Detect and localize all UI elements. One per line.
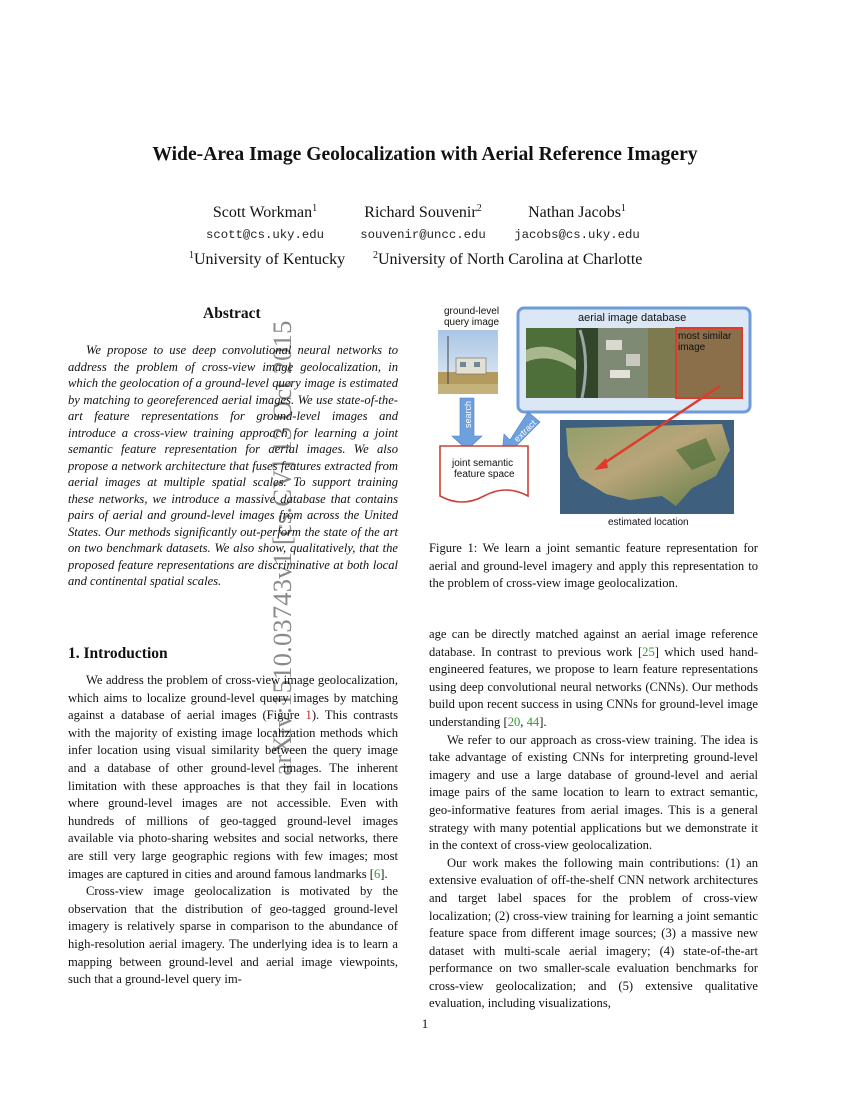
most-similar-label-1: most similar — [678, 331, 732, 342]
ground-level-label-1: ground-level — [444, 306, 500, 317]
joint-space-label-2: feature space — [454, 469, 515, 480]
author-email: souvenir@uncc.edu — [360, 228, 486, 242]
author-email: jacobs@cs.uky.edu — [514, 228, 640, 242]
joint-space-label-1: joint semantic — [452, 458, 514, 469]
intro-left-column — [68, 672, 398, 989]
affiliation-2: $^2$University of North Carolina at Charlotte — [373, 250, 643, 268]
author-name: Nathan Jacobs — [528, 204, 621, 221]
citation-link[interactable]: 25 — [642, 644, 655, 659]
citation-link[interactable]: 6 — [374, 866, 381, 881]
author-2 — [354, 204, 492, 242]
intro-paragraph-3: age can be directly matched against an aerial image reference database. In contrast to previous work [25] which used hand-engineered features, we propose to learn feature representations using deep convolutional neural networks (CNNs). Our methods build upon recent success in using CNNs for ground-level image understanding [20, 44]. — [429, 627, 758, 729]
figure-1 — [430, 300, 760, 530]
aerial-thumb-4 — [648, 328, 676, 398]
author-1 — [200, 204, 330, 242]
intro-paragraph-2: Cross-view image geolocalization is motivated by the observation that the distribution of geo-tagged ground-level imagery is relatively sparse in comparison to the abundance of high-resolution aerial imagery. The underlying idea is to learn a mapping between ground-level and aerial image viewpoints, such that a ground-level query im- — [68, 884, 398, 987]
citation-link[interactable]: 20 — [507, 714, 521, 729]
author-email: scott@cs.uky.edu — [205, 228, 325, 242]
search-label: search — [463, 400, 473, 428]
aerial-thumb-3 — [598, 328, 648, 398]
author-3 — [508, 204, 646, 242]
caption-text: We learn a joint semantic feature representation for aerial and ground-level imagery and apply this representation to the problem of cross-view image geolocalization. — [429, 541, 758, 591]
ground-level-photo — [438, 330, 498, 394]
citation-link[interactable]: 44 — [526, 714, 540, 729]
estimated-location-label: estimated location — [608, 517, 689, 528]
intro-paragraph-1: We address the problem of cross-view image geolocalization, which aims to localize ground-level query images by matching against a database of aerial images (Figure 1). This contrasts with the majority of existing image localization methods which infer location using visual similarity between the query image and a database of other ground-level images. The inherent limitation with these approaches is that they fail in locations where ground-level images are not accessible. Even with hundreds of millions of geo-tagged ground-level images available via photo-sharing websites and social networks, there are still very large geographic regions with few images; most images are captured in cities and around famous landmarks [6]. — [68, 673, 398, 881]
intro-paragraph-5: Our work makes the following main contributions: (1) an extensive evaluation of off-the-shelf CNN network architectures and target label spaces for the problem of cross-view localization; (2) cross-view training for learning a joint semantic feature space from different image sources; (3) a massive new dataset with multi-scale aerial imagery; (4) state-of-the-art performance on two smaller-scale evaluation benchmarks for cross-view geolocalization; and (5) extensive qualitative evaluation, including visualizations, — [429, 855, 758, 1011]
aerial-database-label: aerial image database — [578, 312, 687, 324]
caption-label: Figure 1: — [429, 541, 478, 555]
introduction-heading: 1. Introduction — [68, 645, 168, 662]
author-affiliation-mark: 2 — [476, 203, 482, 214]
affiliation-1: $^1$University of Kentucky — [189, 250, 346, 268]
extract-label: extract — [512, 417, 539, 445]
paper-title: Wide-Area Image Geolocalization with Aerial Reference Imagery — [152, 144, 698, 165]
intro-right-column — [429, 626, 758, 1013]
abstract-body: We propose to use deep convolutional neural networks to address the problem of cross-view image geolocalization, in which the geolocation of a ground-level query image is estimated by matching to georeferenced aerial images. We use state-of-the-art feature representations for ground-level images and introduce a cross-view training approach for learning a joint semantic feature representation for aerial images. We also propose a network architecture that fuses features extracted from aerial images at multiple spatial scales. To support training these networks, we introduce a massive database that contains pairs of aerial and ground-level images from across the United States. Our methods significantly out-perform the state of the art on two benchmark datasets. We also show, qualitatively, that the proposed feature representations are discriminative at both local and continental spatial scales. — [68, 343, 398, 588]
ground-level-label-2: query image — [444, 317, 500, 328]
most-similar-label-2: image — [678, 342, 706, 353]
figure-reference-link[interactable]: 1 — [305, 708, 312, 723]
page-number: 1 — [421, 1016, 429, 1031]
author-name: Scott Workman — [212, 204, 313, 221]
author-affiliation-mark: 1 — [312, 203, 318, 214]
author-affiliation-mark: 1 — [620, 203, 626, 214]
abstract-heading: Abstract — [203, 305, 261, 322]
figure-1-caption — [429, 540, 758, 593]
arxiv-identifier: arXiv:1510.03743v1 [cs.CV] 13 Oct 2015 — [267, 320, 297, 776]
author-name: Richard Souvenir — [364, 204, 477, 221]
intro-paragraph-4: We refer to our approach as cross-view training. The idea is take advantage of existing CNNs for interpreting ground-level imagery and use a large database of ground-level and aerial image pairs of the same location to learn to extract semantic, geo-informative features from aerial images. This is a general strategy with many potential applications but we demonstrate it in the context of cross-view geolocalization. — [429, 732, 758, 853]
